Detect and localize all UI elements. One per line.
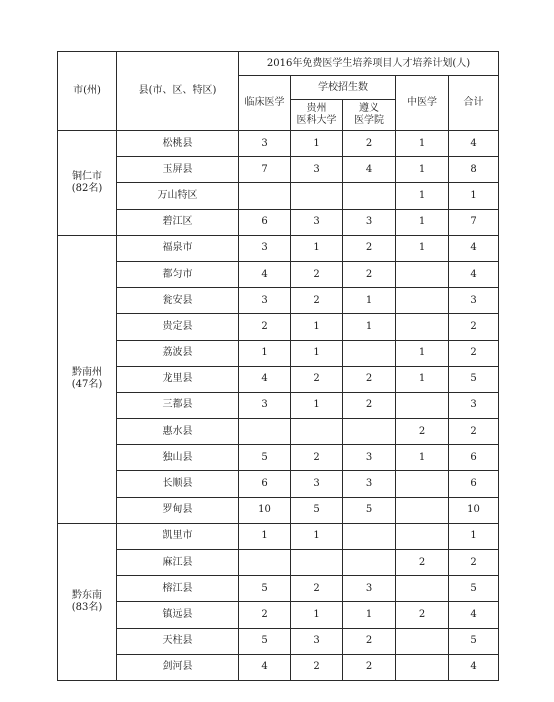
header-plan-title: 2016年免费医学生培养项目人才培养计划(人) — [239, 52, 499, 76]
county-cell: 福泉市 — [117, 235, 239, 261]
table-row — [58, 576, 499, 602]
guizhou-med-cell: 1 — [291, 314, 343, 340]
tcm-cell: 2 — [396, 419, 449, 445]
header-guizhou-line2: 医科大学 — [296, 115, 337, 126]
zunyi-med-cell: 2 — [343, 131, 396, 157]
guizhou-med-cell: 3 — [291, 628, 343, 654]
zunyi-med-cell: 3 — [343, 209, 396, 235]
header-city: 市(州) — [58, 52, 117, 131]
table-row — [58, 628, 499, 654]
zunyi-med-cell: 2 — [343, 654, 396, 680]
county-cell: 贵定县 — [117, 314, 239, 340]
zunyi-med-cell: 2 — [343, 235, 396, 261]
county-cell: 都匀市 — [117, 261, 239, 287]
clinical-cell: 3 — [239, 392, 291, 418]
header-school-enroll: 学校招生数 — [291, 76, 396, 100]
county-cell: 榕江县 — [117, 576, 239, 602]
total-cell: 5 — [449, 366, 499, 392]
header-guizhou-med — [291, 100, 343, 131]
table-row — [58, 183, 499, 209]
header-clinical: 临床医学 — [239, 76, 291, 131]
city-name: 黔东南 — [72, 589, 102, 601]
clinical-cell: 3 — [239, 131, 291, 157]
zunyi-med-cell: 1 — [343, 288, 396, 314]
total-cell: 3 — [449, 288, 499, 314]
tcm-cell — [396, 392, 449, 418]
table-row — [58, 314, 499, 340]
header-tcm: 中医学 — [396, 76, 449, 131]
total-cell: 2 — [449, 550, 499, 576]
total-cell: 4 — [449, 131, 499, 157]
guizhou-med-cell: 2 — [291, 288, 343, 314]
tcm-cell — [396, 261, 449, 287]
zunyi-med-cell: 2 — [343, 392, 396, 418]
clinical-cell: 3 — [239, 288, 291, 314]
header-zunyi-line2: 医学院 — [354, 115, 384, 126]
clinical-cell: 2 — [239, 602, 291, 628]
county-cell: 瓮安县 — [117, 288, 239, 314]
zunyi-med-cell — [343, 523, 396, 549]
city-cell — [58, 131, 117, 236]
county-cell: 松桃县 — [117, 131, 239, 157]
total-cell: 1 — [449, 523, 499, 549]
tcm-cell — [396, 654, 449, 680]
city-count: (82名) — [71, 182, 103, 194]
table-row — [58, 340, 499, 366]
county-cell: 长顺县 — [117, 471, 239, 497]
table-row — [58, 288, 499, 314]
table-row — [58, 523, 499, 549]
table-row — [58, 497, 499, 523]
clinical-cell: 4 — [239, 261, 291, 287]
city-name: 铜仁市 — [72, 170, 102, 182]
guizhou-med-cell — [291, 183, 343, 209]
guizhou-med-cell: 2 — [291, 261, 343, 287]
tcm-cell — [396, 576, 449, 602]
guizhou-med-cell: 3 — [291, 157, 343, 183]
table-row — [58, 235, 499, 261]
county-cell: 凯里市 — [117, 523, 239, 549]
county-cell: 玉屏县 — [117, 157, 239, 183]
guizhou-med-cell: 1 — [291, 131, 343, 157]
guizhou-med-cell — [291, 419, 343, 445]
table-row — [58, 157, 499, 183]
county-cell: 碧江区 — [117, 209, 239, 235]
clinical-cell: 3 — [239, 235, 291, 261]
zunyi-med-cell: 4 — [343, 157, 396, 183]
clinical-cell: 7 — [239, 157, 291, 183]
guizhou-med-cell: 1 — [291, 523, 343, 549]
clinical-cell: 1 — [239, 523, 291, 549]
county-cell: 三都县 — [117, 392, 239, 418]
total-cell: 1 — [449, 183, 499, 209]
total-cell: 4 — [449, 654, 499, 680]
training-plan-table — [57, 51, 499, 681]
tcm-cell: 1 — [396, 235, 449, 261]
guizhou-med-cell: 3 — [291, 209, 343, 235]
county-cell: 天柱县 — [117, 628, 239, 654]
tcm-cell: 1 — [396, 209, 449, 235]
total-cell: 7 — [449, 209, 499, 235]
tcm-cell — [396, 497, 449, 523]
county-cell: 龙里县 — [117, 366, 239, 392]
county-cell: 罗甸县 — [117, 497, 239, 523]
header-guizhou-line1: 贵州 — [306, 103, 327, 114]
tcm-cell: 1 — [396, 366, 449, 392]
total-cell: 10 — [449, 497, 499, 523]
clinical-cell: 4 — [239, 366, 291, 392]
zunyi-med-cell: 2 — [343, 261, 396, 287]
table-row — [58, 392, 499, 418]
clinical-cell: 6 — [239, 471, 291, 497]
tcm-cell — [396, 471, 449, 497]
tcm-cell: 2 — [396, 550, 449, 576]
total-cell: 6 — [449, 445, 499, 471]
table-row — [58, 602, 499, 628]
county-cell: 独山县 — [117, 445, 239, 471]
zunyi-med-cell — [343, 419, 396, 445]
total-cell: 2 — [449, 340, 499, 366]
guizhou-med-cell: 1 — [291, 392, 343, 418]
city-cell — [58, 235, 117, 523]
guizhou-med-cell: 2 — [291, 576, 343, 602]
table-row — [58, 419, 499, 445]
total-cell: 2 — [449, 419, 499, 445]
total-cell: 4 — [449, 602, 499, 628]
header-total: 合计 — [449, 76, 499, 131]
guizhou-med-cell: 1 — [291, 340, 343, 366]
table-row — [58, 131, 499, 157]
total-cell: 4 — [449, 235, 499, 261]
guizhou-med-cell: 1 — [291, 235, 343, 261]
clinical-cell — [239, 183, 291, 209]
county-cell: 剑河县 — [117, 654, 239, 680]
table-row — [58, 654, 499, 680]
clinical-cell: 2 — [239, 314, 291, 340]
city-cell — [58, 523, 117, 680]
tcm-cell: 1 — [396, 131, 449, 157]
zunyi-med-cell: 5 — [343, 497, 396, 523]
city-name: 黔南州 — [72, 367, 102, 379]
zunyi-med-cell: 1 — [343, 602, 396, 628]
total-cell: 5 — [449, 576, 499, 602]
clinical-cell: 1 — [239, 340, 291, 366]
tcm-cell: 2 — [396, 602, 449, 628]
tcm-cell: 1 — [396, 445, 449, 471]
table-row — [58, 550, 499, 576]
tcm-cell — [396, 523, 449, 549]
zunyi-med-cell — [343, 340, 396, 366]
header-county: 县(市、区、特区) — [117, 52, 239, 131]
tcm-cell: 1 — [396, 183, 449, 209]
county-cell: 惠水县 — [117, 419, 239, 445]
zunyi-med-cell — [343, 183, 396, 209]
guizhou-med-cell: 5 — [291, 497, 343, 523]
clinical-cell — [239, 419, 291, 445]
table-body — [58, 131, 499, 681]
county-cell: 镇远县 — [117, 602, 239, 628]
total-cell: 6 — [449, 471, 499, 497]
tcm-cell — [396, 628, 449, 654]
clinical-cell: 6 — [239, 209, 291, 235]
zunyi-med-cell: 1 — [343, 314, 396, 340]
clinical-cell: 10 — [239, 497, 291, 523]
zunyi-med-cell: 3 — [343, 445, 396, 471]
guizhou-med-cell: 2 — [291, 445, 343, 471]
city-count: (83名) — [71, 601, 103, 613]
table-row — [58, 445, 499, 471]
table-row — [58, 209, 499, 235]
total-cell: 2 — [449, 314, 499, 340]
guizhou-med-cell: 1 — [291, 602, 343, 628]
clinical-cell: 5 — [239, 628, 291, 654]
guizhou-med-cell: 3 — [291, 471, 343, 497]
county-cell: 万山特区 — [117, 183, 239, 209]
tcm-cell: 1 — [396, 340, 449, 366]
zunyi-med-cell: 2 — [343, 366, 396, 392]
city-count: (47名) — [71, 379, 103, 391]
tcm-cell — [396, 314, 449, 340]
guizhou-med-cell: 2 — [291, 366, 343, 392]
tcm-cell: 1 — [396, 157, 449, 183]
table-row — [58, 261, 499, 287]
total-cell: 8 — [449, 157, 499, 183]
guizhou-med-cell: 2 — [291, 654, 343, 680]
total-cell: 3 — [449, 392, 499, 418]
zunyi-med-cell: 3 — [343, 471, 396, 497]
header-zunyi-med — [343, 100, 396, 131]
zunyi-med-cell: 3 — [343, 576, 396, 602]
clinical-cell — [239, 550, 291, 576]
county-cell: 荔波县 — [117, 340, 239, 366]
total-cell: 5 — [449, 628, 499, 654]
header-zunyi-line1: 遵义 — [359, 103, 379, 114]
total-cell: 4 — [449, 261, 499, 287]
zunyi-med-cell — [343, 550, 396, 576]
zunyi-med-cell: 2 — [343, 628, 396, 654]
table-row — [58, 366, 499, 392]
guizhou-med-cell — [291, 550, 343, 576]
tcm-cell — [396, 288, 449, 314]
clinical-cell: 5 — [239, 445, 291, 471]
county-cell: 麻江县 — [117, 550, 239, 576]
clinical-cell: 5 — [239, 576, 291, 602]
clinical-cell: 4 — [239, 654, 291, 680]
table-row — [58, 471, 499, 497]
